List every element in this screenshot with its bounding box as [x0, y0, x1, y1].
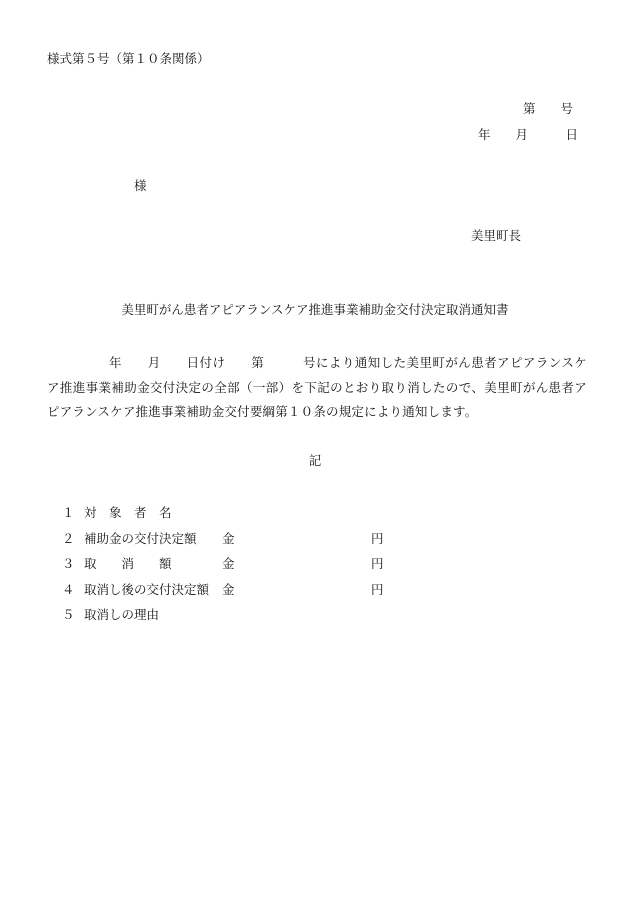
list-item [62, 503, 172, 529]
list-item [62, 529, 384, 555]
item-label: 取消しの理由 [84, 607, 160, 622]
item-label: 取 消 額 [84, 556, 172, 571]
item-currency-prefix: 金 [222, 530, 235, 546]
item-label: 補助金の交付決定額 [84, 530, 197, 546]
list-item [62, 554, 384, 580]
item-currency-prefix: 金 [222, 581, 235, 597]
addressee-honorific: 様 [134, 178, 147, 193]
item-currency-unit: 円 [371, 556, 384, 571]
ki-heading: 記 [308, 453, 322, 468]
document-title: 美里町がん患者アピアランスケア推進事業補助金交付決定取消通知書 [121, 302, 509, 317]
document-number-line: 第 号 [523, 101, 574, 116]
item-label: 対 象 者 名 [84, 505, 172, 520]
body-paragraph: 年 月 日付け 第 号により通知した美里町がん患者アピアランスケア推進事業補助金交付決定の全部（一部）を下記のとおり取り消したので、美里町がん患者アピアランスケア推進事業補助金交付要綱第１０条の規定により通知します。 [47, 355, 587, 419]
item-number: ２ [62, 530, 75, 546]
item-number: ３ [62, 556, 75, 571]
form-number: 様式第５号（第１０条関係） [47, 51, 210, 66]
list-item [62, 605, 160, 631]
item-currency-unit: 円 [371, 530, 384, 546]
item-currency-prefix: 金 [222, 556, 235, 571]
item-label: 取消し後の交付決定額 [84, 581, 210, 597]
item-number: １ [62, 505, 75, 520]
list-item [62, 580, 384, 606]
sender-name: 美里町長 [471, 228, 522, 243]
item-currency-unit: 円 [371, 581, 384, 597]
item-list [62, 503, 384, 631]
item-number: ４ [62, 581, 75, 597]
document-date-line: 年 月 日 [478, 127, 579, 142]
item-number: ５ [62, 607, 75, 622]
